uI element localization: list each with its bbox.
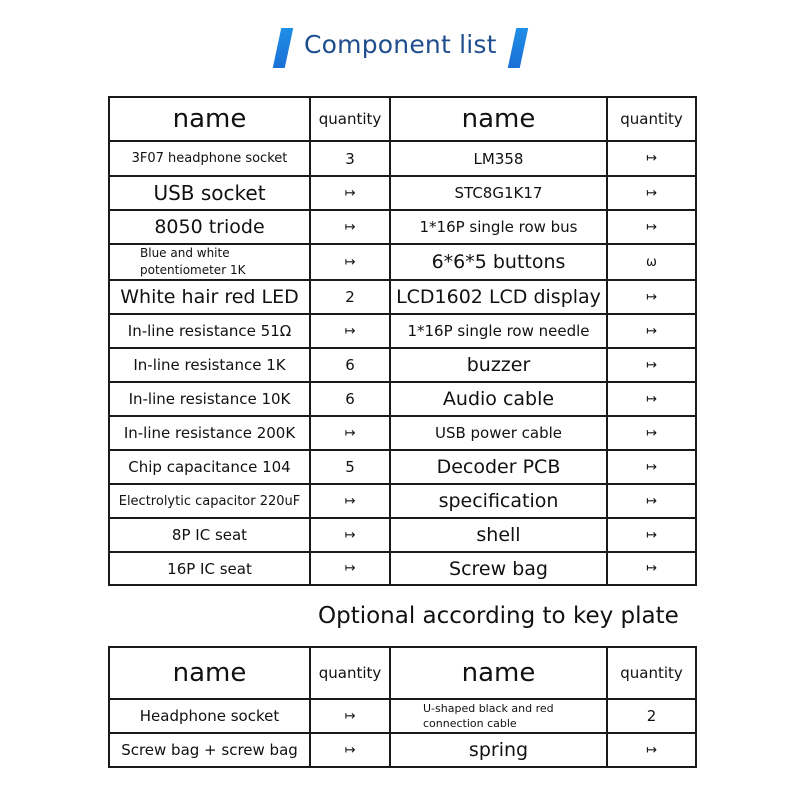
item-quantity: ↦ bbox=[310, 699, 390, 733]
item-quantity: ω bbox=[607, 244, 696, 280]
accent-bar-right bbox=[508, 28, 529, 68]
table-row bbox=[109, 244, 696, 280]
table-header-row bbox=[109, 647, 696, 699]
item-name: In-line resistance 51Ω bbox=[109, 314, 310, 348]
item-name: 1*16P single row bus bbox=[390, 210, 607, 244]
item-quantity: ↦ bbox=[310, 518, 390, 552]
item-quantity: ↦ bbox=[607, 450, 696, 484]
item-quantity: 2 bbox=[310, 280, 390, 314]
table-row bbox=[109, 450, 696, 484]
item-quantity: 5 bbox=[310, 450, 390, 484]
table-row bbox=[109, 176, 696, 210]
item-name: 8050 triode bbox=[109, 210, 310, 244]
table-row bbox=[109, 552, 696, 585]
column-header-quantity: quantity bbox=[310, 647, 390, 699]
item-name: Screw bag bbox=[390, 552, 607, 585]
item-quantity: ↦ bbox=[607, 552, 696, 585]
item-quantity: ↦ bbox=[607, 314, 696, 348]
column-header-quantity: quantity bbox=[310, 97, 390, 141]
table-row bbox=[109, 382, 696, 416]
item-name: U-shaped black and red connection cable bbox=[390, 699, 607, 733]
title-banner bbox=[0, 22, 800, 72]
accent-bar-left bbox=[273, 28, 294, 68]
item-quantity: ↦ bbox=[310, 416, 390, 450]
item-quantity: ↦ bbox=[607, 210, 696, 244]
item-name: White hair red LED bbox=[109, 280, 310, 314]
item-quantity: ↦ bbox=[607, 280, 696, 314]
item-name: 3F07 headphone socket bbox=[109, 141, 310, 176]
item-quantity: 6 bbox=[310, 382, 390, 416]
item-name: 8P IC seat bbox=[109, 518, 310, 552]
optional-table bbox=[108, 646, 697, 768]
item-name: LCD1602 LCD display bbox=[390, 280, 607, 314]
item-name: Headphone socket bbox=[109, 699, 310, 733]
table-row bbox=[109, 518, 696, 552]
item-quantity: ↦ bbox=[310, 733, 390, 767]
table-row bbox=[109, 280, 696, 314]
item-name: In-line resistance 1K bbox=[109, 348, 310, 382]
item-name: Chip capacitance 104 bbox=[109, 450, 310, 484]
table-header-row bbox=[109, 97, 696, 141]
item-name: Electrolytic capacitor 220uF bbox=[109, 484, 310, 518]
item-quantity: ↦ bbox=[607, 348, 696, 382]
item-quantity: 3 bbox=[310, 141, 390, 176]
item-quantity: ↦ bbox=[310, 176, 390, 210]
table-row bbox=[109, 484, 696, 518]
table-row bbox=[109, 699, 696, 733]
item-name: specification bbox=[390, 484, 607, 518]
item-quantity: ↦ bbox=[310, 210, 390, 244]
item-name: In-line resistance 10K bbox=[109, 382, 310, 416]
item-name: USB socket bbox=[109, 176, 310, 210]
item-name: LM358 bbox=[390, 141, 607, 176]
column-header-name: name bbox=[109, 97, 310, 141]
table-row bbox=[109, 416, 696, 450]
page-title: Component list bbox=[304, 30, 497, 59]
item-quantity: ↦ bbox=[607, 176, 696, 210]
item-name: 6*6*5 buttons bbox=[390, 244, 607, 280]
item-name: Decoder PCB bbox=[390, 450, 607, 484]
component-table bbox=[108, 96, 697, 586]
item-quantity: ↦ bbox=[310, 314, 390, 348]
item-quantity: ↦ bbox=[310, 552, 390, 585]
table-row bbox=[109, 141, 696, 176]
item-name: STC8G1K17 bbox=[390, 176, 607, 210]
item-quantity: ↦ bbox=[607, 518, 696, 552]
item-name: shell bbox=[390, 518, 607, 552]
table-row bbox=[109, 348, 696, 382]
column-header-name: name bbox=[109, 647, 310, 699]
item-quantity: ↦ bbox=[607, 733, 696, 767]
column-header-quantity: quantity bbox=[607, 647, 696, 699]
item-name: Blue and white potentiometer 1K bbox=[109, 244, 310, 280]
item-quantity: ↦ bbox=[607, 416, 696, 450]
item-name: 1*16P single row needle bbox=[390, 314, 607, 348]
item-name: In-line resistance 200K bbox=[109, 416, 310, 450]
item-quantity: ↦ bbox=[310, 484, 390, 518]
column-header-name: name bbox=[390, 647, 607, 699]
item-quantity: ↦ bbox=[310, 244, 390, 280]
table-row bbox=[109, 210, 696, 244]
optional-heading: Optional according to key plate bbox=[318, 603, 679, 629]
item-name: 16P IC seat bbox=[109, 552, 310, 585]
item-name: buzzer bbox=[390, 348, 607, 382]
item-quantity: 6 bbox=[310, 348, 390, 382]
item-name: Screw bag + screw bag bbox=[109, 733, 310, 767]
item-name: Audio cable bbox=[390, 382, 607, 416]
item-quantity: 2 bbox=[607, 699, 696, 733]
table-row bbox=[109, 733, 696, 767]
table-row bbox=[109, 314, 696, 348]
column-header-quantity: quantity bbox=[607, 97, 696, 141]
item-name: spring bbox=[390, 733, 607, 767]
item-name: USB power cable bbox=[390, 416, 607, 450]
item-quantity: ↦ bbox=[607, 484, 696, 518]
item-quantity: ↦ bbox=[607, 382, 696, 416]
item-quantity: ↦ bbox=[607, 141, 696, 176]
column-header-name: name bbox=[390, 97, 607, 141]
